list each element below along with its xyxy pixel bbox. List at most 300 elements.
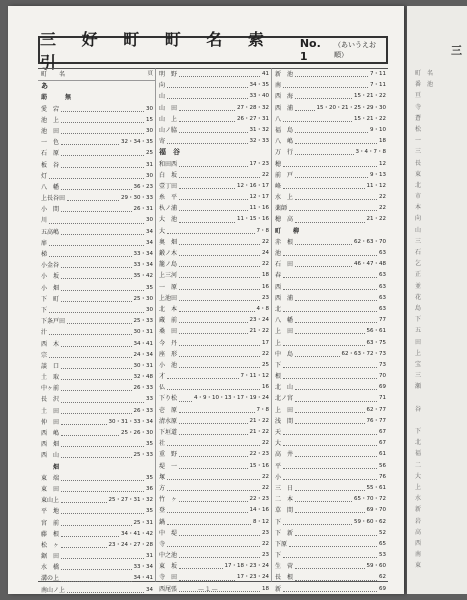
entry-page: 62・63・70 xyxy=(354,238,386,245)
entry-name: 座 形 xyxy=(159,350,178,358)
entry-page: 35 xyxy=(146,284,153,291)
entry-name: 峰 xyxy=(275,182,282,190)
next-page-entry: 福 xyxy=(415,450,422,458)
index-entry xyxy=(38,249,155,260)
entry-page: 33・34 xyxy=(133,251,153,257)
index-entry xyxy=(272,237,388,248)
dot-leader xyxy=(49,334,131,335)
entry-page: 7・8 xyxy=(256,227,269,234)
index-entry xyxy=(38,227,155,238)
next-page-entry: 市 xyxy=(415,193,422,201)
entry-name: 重 野 xyxy=(159,451,178,459)
dot-leader xyxy=(61,211,131,212)
dot-leader xyxy=(179,591,260,592)
dot-leader xyxy=(179,557,260,558)
entry-name: 北 xyxy=(275,305,282,313)
dot-leader xyxy=(295,490,364,491)
entry-page: 33 xyxy=(146,396,153,403)
index-entry xyxy=(272,125,388,136)
entry-name: 穂 高 xyxy=(275,216,294,224)
entry-name: 西 畑 xyxy=(41,441,60,449)
index-entry xyxy=(156,136,271,147)
entry-page: 73 xyxy=(379,361,386,368)
index-entry xyxy=(272,259,388,270)
entry-page: 23 xyxy=(262,294,269,301)
entry-page: 24 xyxy=(262,250,269,256)
entry-page: 15・21・22 xyxy=(354,115,386,122)
entry-name: 板 谷 xyxy=(41,161,60,169)
dot-leader xyxy=(179,132,247,133)
entry-page: 33・34 xyxy=(133,262,153,269)
entry-name: 山 上 xyxy=(159,115,178,123)
entry-page: 69・70 xyxy=(366,507,386,514)
next-page-entry: 本 xyxy=(415,204,422,212)
index-entry xyxy=(38,383,155,394)
entry-name: 西尾張 xyxy=(159,585,178,593)
entry-name: 万 行 xyxy=(275,149,294,157)
dot-leader xyxy=(179,222,235,223)
dot-leader xyxy=(61,301,131,302)
dot-leader xyxy=(295,389,377,390)
index-entry xyxy=(156,69,271,80)
entry-page: 34・41 xyxy=(133,575,153,582)
entry-page: 22 xyxy=(262,540,269,547)
entry-page: 59・60・62 xyxy=(354,518,386,525)
dot-leader xyxy=(61,569,131,570)
dot-leader xyxy=(179,401,192,402)
entry-name: 一 原 xyxy=(159,283,178,291)
entry-name: 上池田 xyxy=(159,294,178,302)
entry-page: 34・41・42 xyxy=(121,530,153,537)
entry-name: 浅 間 xyxy=(275,417,294,425)
index-entry xyxy=(156,349,271,360)
entry-name: 八 xyxy=(275,115,282,123)
entry-name: 和田西 xyxy=(159,160,178,168)
index-entry xyxy=(156,203,271,214)
index-entry xyxy=(156,125,271,136)
entry-page: 25・31 xyxy=(133,519,153,526)
index-entry xyxy=(38,171,155,182)
entry-page: 26・27・31 xyxy=(237,115,269,122)
dot-leader xyxy=(283,255,377,256)
entry-page: 30 xyxy=(146,306,153,313)
entry-name: 仲 田 xyxy=(41,418,60,426)
dot-leader xyxy=(49,357,131,358)
dot-leader xyxy=(167,143,247,144)
entry-page: 18 xyxy=(262,585,269,592)
dot-leader xyxy=(295,76,368,77)
next-page-entry: 亘 xyxy=(415,92,422,100)
index-entry xyxy=(38,484,155,495)
entry-name: 小 xyxy=(275,473,282,481)
next-page-entry: 町 名 xyxy=(415,70,434,77)
dot-leader xyxy=(179,277,260,278)
entry-page: 26・33 xyxy=(133,385,153,392)
dot-leader xyxy=(283,479,377,480)
dot-leader xyxy=(179,300,260,301)
entry-page: 31 xyxy=(146,553,153,560)
entry-page: 31・32 xyxy=(249,126,269,133)
entry-name: 大 xyxy=(275,440,282,448)
dot-leader xyxy=(179,210,247,211)
entry-name: 小 間 xyxy=(41,206,60,214)
entry-page: 32・34・35 xyxy=(121,139,153,146)
entry-page: 17 xyxy=(262,339,269,346)
index-entry xyxy=(272,427,388,438)
dot-leader xyxy=(295,154,353,155)
entry-page: 67 xyxy=(379,440,386,447)
dot-leader xyxy=(179,177,260,178)
next-page-entry: 三 xyxy=(415,237,422,245)
dot-leader xyxy=(61,290,144,291)
entry-page: 59・60 xyxy=(366,563,386,570)
index-entry xyxy=(272,315,388,326)
dot-leader xyxy=(283,188,364,189)
dot-leader xyxy=(61,368,131,369)
entry-page: 34・41 xyxy=(133,340,153,347)
index-entry xyxy=(38,529,155,540)
index-entry xyxy=(38,115,155,126)
dot-leader xyxy=(295,98,352,99)
entry-name: 今 丹 xyxy=(159,339,178,347)
entry-page: 23・24 xyxy=(249,317,269,324)
index-entry xyxy=(38,417,155,428)
dot-leader xyxy=(61,424,106,425)
index-subtitle: （あいうえお順） xyxy=(333,41,376,59)
dot-leader xyxy=(283,468,377,469)
index-entry xyxy=(272,449,388,460)
dot-leader xyxy=(283,345,364,346)
index-entry xyxy=(38,193,155,204)
index-entry xyxy=(156,315,271,326)
dot-leader xyxy=(179,121,235,122)
index-entry xyxy=(272,192,388,203)
dot-leader xyxy=(295,132,368,133)
dot-leader xyxy=(61,457,131,458)
entry-page: 14・16 xyxy=(249,507,269,514)
index-title-box xyxy=(38,30,388,72)
entry-page: 30 xyxy=(146,105,153,112)
entry-page: 11・12 xyxy=(366,182,386,189)
entry-name: 薬師 xyxy=(275,205,288,213)
entry-name: 宗 xyxy=(41,351,48,359)
dot-leader xyxy=(295,423,364,424)
index-entry xyxy=(156,483,271,494)
entry-name: 蔵 前 xyxy=(159,317,178,325)
index-entry xyxy=(272,248,388,259)
entry-name: 仏 xyxy=(159,384,166,392)
next-page-entry: 岩 xyxy=(415,517,422,525)
index-entry xyxy=(156,304,271,315)
entry-page: 62 xyxy=(379,574,386,581)
entry-name: 西 木 xyxy=(41,340,60,348)
next-page-entry: 東 xyxy=(415,170,422,178)
index-entry xyxy=(156,572,271,583)
index-entry xyxy=(272,203,388,214)
index-entry xyxy=(38,81,155,92)
entry-name: 塚 xyxy=(159,473,166,481)
entry-page: 30・31 xyxy=(133,362,153,369)
index-entry xyxy=(272,584,388,595)
dot-leader xyxy=(61,491,144,492)
entry-page: 26・33 xyxy=(133,407,153,414)
dot-leader xyxy=(61,525,131,526)
entry-name: 町 柳 xyxy=(275,227,300,235)
entry-name: 土 田 xyxy=(41,407,60,415)
entry-page: 頁 xyxy=(147,71,153,77)
index-entry xyxy=(272,326,388,337)
dot-leader xyxy=(61,558,144,559)
index-entry xyxy=(272,371,388,382)
entry-name: 草 間 xyxy=(275,507,294,515)
next-page-entry: 五 xyxy=(415,327,422,335)
entry-name: 新 xyxy=(275,585,282,593)
index-entry xyxy=(156,114,271,125)
entry-page: 52 xyxy=(379,529,386,536)
entry-page: 56 xyxy=(379,462,386,469)
index-entry xyxy=(272,114,388,125)
dot-leader xyxy=(61,111,144,112)
entry-page: 12 xyxy=(379,160,386,167)
index-entry xyxy=(156,561,271,572)
dot-leader xyxy=(61,513,144,514)
next-page-entry: 寺 xyxy=(415,103,422,111)
entry-page: 76・77 xyxy=(366,417,386,424)
entry-name: 北ノ宮 xyxy=(275,395,294,403)
entry-page: 12・16・17 xyxy=(237,182,269,189)
index-entry xyxy=(156,472,271,483)
dot-leader xyxy=(289,210,377,211)
index-entry xyxy=(156,371,271,382)
index-entry xyxy=(156,416,271,427)
dot-leader xyxy=(61,446,144,447)
dot-leader xyxy=(61,547,106,548)
index-entry xyxy=(156,270,271,281)
entry-name: 愛 宕 xyxy=(41,105,60,113)
dot-leader xyxy=(179,367,260,368)
index-entry xyxy=(38,562,155,573)
dot-leader xyxy=(283,524,352,525)
index-entry xyxy=(272,91,388,102)
entry-page: 61 xyxy=(379,451,386,458)
entry-page: 25・33 xyxy=(133,318,153,325)
entry-page: 18 xyxy=(262,272,269,279)
dot-leader xyxy=(283,289,377,290)
entry-name: 一 色 xyxy=(41,139,60,147)
entry-name: 中 島 xyxy=(275,350,294,358)
entry-page: 22 xyxy=(262,171,269,178)
entry-page: 53 xyxy=(379,552,386,559)
index-entry xyxy=(38,428,155,439)
entry-name: 山 xyxy=(159,93,166,101)
entry-page: 31 xyxy=(146,161,153,168)
entry-page: 30 xyxy=(146,127,153,134)
dot-leader xyxy=(167,389,260,390)
index-entry xyxy=(38,372,155,383)
dot-leader xyxy=(67,592,144,593)
dot-leader xyxy=(167,490,260,491)
entry-page: 9・10 xyxy=(370,126,386,133)
next-page-entry: 正 xyxy=(415,271,422,279)
entry-page: 62・77 xyxy=(366,406,386,413)
dot-leader xyxy=(295,266,352,267)
dot-leader xyxy=(283,277,377,278)
index-entry xyxy=(156,528,271,539)
index-entry xyxy=(272,572,388,583)
dot-leader xyxy=(179,580,235,581)
index-entry xyxy=(156,237,271,248)
dot-leader xyxy=(295,356,339,357)
entry-name: 池 xyxy=(275,250,282,257)
entry-name: 下原 xyxy=(275,540,288,548)
index-entry xyxy=(38,316,155,327)
entry-name: 寺 田 xyxy=(159,574,178,582)
entry-page: 22・23 xyxy=(249,451,269,458)
entry-name: 大 池 xyxy=(159,216,178,224)
entry-page: 34 xyxy=(146,228,153,235)
entry-page: 63 xyxy=(379,283,386,290)
entry-page: 12・17 xyxy=(249,194,269,201)
next-page-entry: 南 xyxy=(415,551,422,559)
index-entry xyxy=(156,438,271,449)
entry-name: 山 田 xyxy=(159,104,178,112)
entry-page: 63 xyxy=(379,294,386,301)
entry-page: 7・11・12 xyxy=(240,373,269,380)
entry-name: 下り松 xyxy=(159,395,178,403)
index-entry xyxy=(272,136,388,147)
entry-page: 70 xyxy=(379,373,386,380)
entry-name: 畑 xyxy=(41,463,60,471)
next-page xyxy=(407,6,467,594)
entry-page: 17・18・23・24 xyxy=(224,563,269,570)
next-page-entry: 長 xyxy=(415,159,422,167)
next-page-entry: 一 xyxy=(415,137,422,145)
index-title: 三 好 町 町 名 索 引 xyxy=(40,30,274,72)
index-entry xyxy=(272,360,388,371)
dot-leader xyxy=(179,199,247,200)
entry-page: 15・20・21・25・29・30 xyxy=(316,104,386,111)
index-entry xyxy=(38,215,155,226)
index-entry xyxy=(272,393,388,404)
entry-name: 穂 xyxy=(275,160,282,168)
index-entry xyxy=(38,473,155,484)
entry-name: 八 幡 xyxy=(275,317,294,325)
dot-leader xyxy=(61,346,131,347)
entry-page: 56・61 xyxy=(366,328,386,335)
index-number: No. 1 xyxy=(299,37,321,63)
index-entry xyxy=(38,204,155,215)
entry-name: 壹丁田 xyxy=(159,182,178,190)
entry-page: 33・40 xyxy=(249,93,269,100)
entry-name: 町 名 xyxy=(41,71,66,78)
dot-leader xyxy=(179,289,260,290)
entry-page: 35 xyxy=(146,441,153,448)
entry-page: 22 xyxy=(262,484,269,491)
dot-leader xyxy=(295,143,377,144)
entry-page: 34 xyxy=(146,586,153,593)
index-entry xyxy=(272,505,388,516)
dot-leader xyxy=(179,423,247,424)
entry-name: 灯 xyxy=(41,172,48,180)
next-page-entry: 上 xyxy=(415,349,422,357)
index-entry xyxy=(38,238,155,249)
index-entry xyxy=(272,539,388,550)
index-entry xyxy=(38,439,155,450)
entry-page: 15・16 xyxy=(249,462,269,469)
dot-leader xyxy=(167,378,238,379)
next-page-entry: 東 xyxy=(415,562,422,570)
index-entry xyxy=(38,182,155,193)
index-entry xyxy=(272,472,388,483)
index-entry xyxy=(156,427,271,438)
next-page-entry: 山 xyxy=(415,226,422,234)
entry-page: 16 xyxy=(262,283,269,290)
entry-name: 天 xyxy=(275,429,282,436)
entry-name: 中ヶ前 xyxy=(41,385,60,393)
dot-leader xyxy=(179,434,247,435)
entry-page: 35 xyxy=(146,508,153,515)
entry-page: 16 xyxy=(262,384,269,391)
index-entry xyxy=(156,360,271,371)
dot-leader xyxy=(167,87,247,88)
next-page-entry: 大 xyxy=(415,472,422,480)
entry-name: 平 地 xyxy=(41,508,60,516)
entry-page: 11・16 xyxy=(249,205,269,212)
index-entry xyxy=(38,104,155,115)
index-entry xyxy=(38,551,155,562)
index-entry xyxy=(156,248,271,259)
entry-page: 4・8 xyxy=(256,305,269,312)
next-page-entry: 谷 xyxy=(415,405,422,413)
next-page-entry: 二 xyxy=(415,461,422,469)
dot-leader xyxy=(179,311,254,312)
index-entry xyxy=(38,406,155,417)
dot-leader xyxy=(61,167,144,168)
index-entry xyxy=(156,505,271,516)
entry-name: 西 浦 xyxy=(275,294,294,302)
page-footer: — 1 — xyxy=(198,586,218,593)
dot-leader xyxy=(167,479,260,480)
dot-leader xyxy=(179,255,260,256)
index-entry xyxy=(156,517,271,528)
entry-name: 根 xyxy=(275,373,282,381)
index-entry xyxy=(272,80,388,91)
index-entry xyxy=(38,361,155,372)
index-entry xyxy=(38,137,155,148)
entry-page: 63・75 xyxy=(366,339,386,346)
entry-name: 東 端 xyxy=(41,474,60,482)
next-page-entry: 島 xyxy=(415,304,422,312)
index-entry xyxy=(272,293,388,304)
entry-name: 福 島 xyxy=(275,126,294,134)
entry-name: 下 xyxy=(275,552,282,560)
dot-leader xyxy=(167,233,254,234)
index-entry xyxy=(272,494,388,505)
entry-name: 東 田 xyxy=(41,485,60,493)
entry-page: 22 xyxy=(379,205,386,212)
index-page xyxy=(8,6,404,594)
next-page-entry: 花 xyxy=(415,293,422,301)
entry-page: 25・30 xyxy=(133,295,153,302)
index-entry xyxy=(272,483,388,494)
next-page-entry: 上 xyxy=(415,483,422,491)
entry-page: 9・13 xyxy=(370,171,386,178)
entry-page: 7・11 xyxy=(370,71,386,77)
dot-leader xyxy=(67,200,119,201)
dot-leader xyxy=(61,133,144,134)
dot-leader xyxy=(283,121,352,122)
entry-page: 22 xyxy=(262,440,269,447)
